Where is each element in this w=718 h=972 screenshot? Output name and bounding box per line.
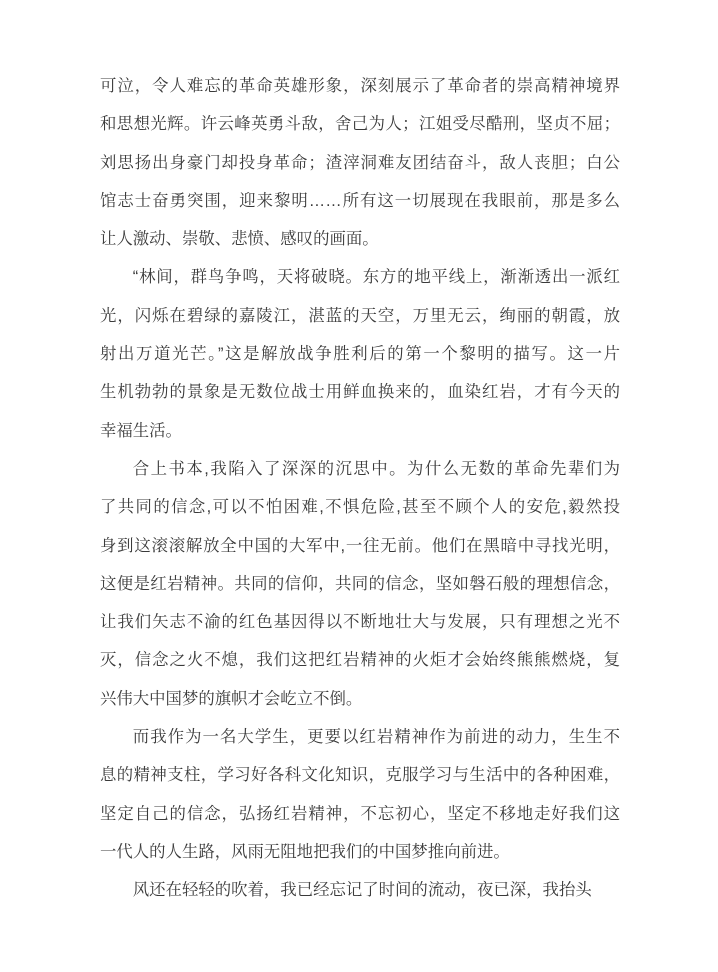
text-line: 息的精神支柱，学习好各科文化知识，克服学习与生活中的各种困难， — [100, 766, 620, 785]
text-line: 这便是红岩精神。共同的信仰，共同的信念，坚如磐石般的理想信念， — [100, 574, 620, 593]
text-line: 和思想光辉。许云峰英勇斗敌，舍己为人；江姐受尽酷刑，坚贞不屈； — [100, 115, 620, 134]
text-line: 坚定自己的信念，弘扬红岩精神，不忘初心，坚定不移地走好我们这 — [100, 804, 620, 823]
text-line: 让我们矢志不渝的红色基因得以不断地壮大与发展，只有理想之光不 — [100, 613, 620, 632]
text-line: 馆志士奋勇突围，迎来黎明……所有这一切展现在我眼前，那是多么 — [100, 191, 620, 210]
text-line: 了共同的信念,可以不怕困难,不惧危险,甚至不顾个人的安危,毅然投 — [100, 498, 620, 517]
text-line: 身到这滚滚解放全中国的大军中,一往无前。他们在黑暗中寻找光明， — [100, 536, 620, 555]
text-line: 合上书本,我陷入了深深的沉思中。为什么无数的革命先辈们为 — [132, 459, 620, 478]
text-line: 可泣，令人难忘的革命英雄形象，深刻展示了革命者的崇高精神境界 — [100, 77, 620, 95]
text-line: 风还在轻轻的吹着，我已经忘记了时间的流动，夜已深，我抬头 — [132, 881, 592, 900]
text-line: 生机勃勃的景象是无数位战士用鲜血换来的，血染红岩，才有今天的 — [100, 383, 620, 402]
document-content — [100, 67, 620, 910]
text-line: 一代人的人生路，风雨无阻地把我们的中国梦推向前进。 — [100, 842, 510, 861]
text-line: 兴伟大中国梦的旗帜才会屹立不倒。 — [100, 689, 363, 708]
text-line: 而我作为一名大学生，更要以红岩精神作为前进的动力，生生不 — [132, 728, 620, 747]
text-line: 射出万道光芒。”这是解放战争胜利后的第一个黎明的描写。这一片 — [100, 345, 620, 364]
text-line: 刘思扬出身豪门却投身革命；渣滓洞难友团结奋斗，敌人丧胆；白公 — [100, 153, 620, 172]
text-line: “林间，群鸟争鸣，天将破晓。东方的地平线上，渐渐透出一派红 — [132, 268, 620, 287]
text-line: 灭，信念之火不熄，我们这把红岩精神的火炬才会始终熊熊燃烧，复 — [100, 651, 620, 670]
text-line: 让人激动、崇敬、悲愤、感叹的画面。 — [100, 230, 379, 249]
text-line: 幸福生活。 — [100, 421, 182, 440]
text-line: 光，闪烁在碧绿的嘉陵江，湛蓝的天空，万里无云，绚丽的朝霞，放 — [100, 306, 620, 325]
